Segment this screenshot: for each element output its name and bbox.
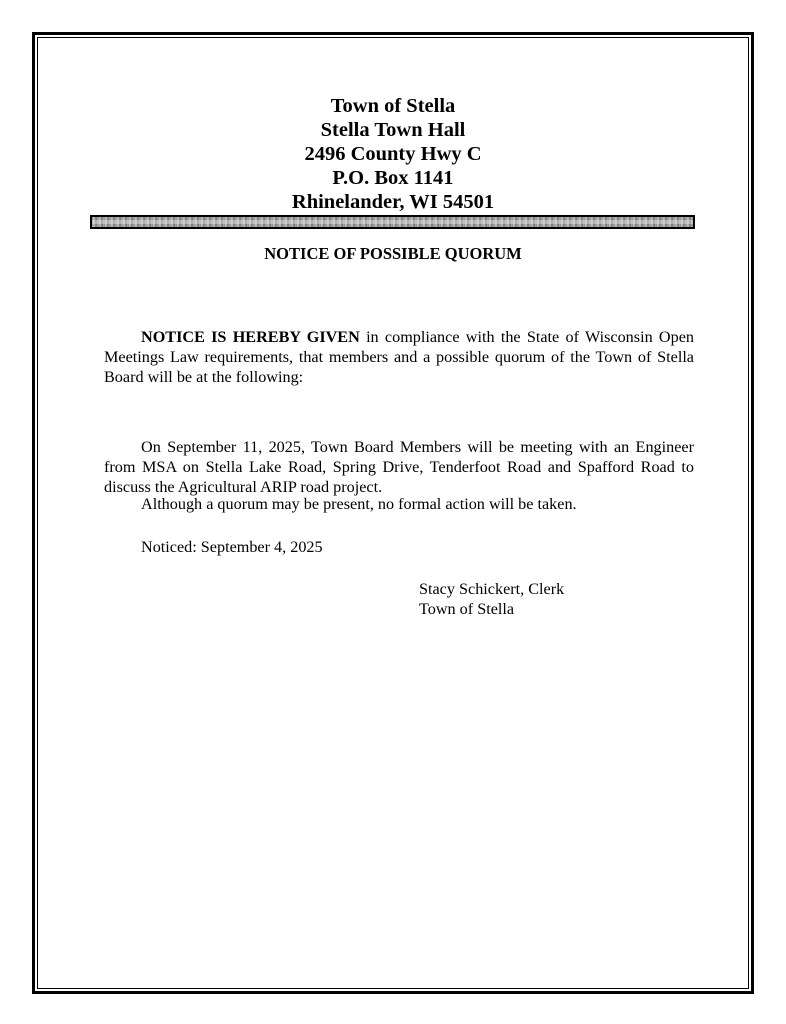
noticed-date: Noticed: September 4, 2025 [141, 538, 323, 556]
divider-highlight [92, 220, 693, 224]
letterhead-po-box: P.O. Box 1141 [332, 167, 454, 189]
signature-organization: Town of Stella [419, 600, 515, 618]
letterhead-street-address: 2496 County Hwy C [304, 143, 482, 165]
letterhead-divider-bar [90, 215, 695, 229]
notice-paragraph-3: Although a quorum may be present, no formal action will be taken. [141, 495, 577, 513]
notice-title: NOTICE OF POSSIBLE QUORUM [264, 244, 522, 263]
letterhead [40, 94, 746, 214]
notice-paragraph-2: On September 11, 2025, Town Board Members will be meeting with an Engineer from MSA on Stella Lake Road, Spring Drive, Tenderfoot Road and Spafford Road to discuss the Agricultural ARIP road project. [104, 438, 694, 496]
letterhead-town-name: Town of Stella [330, 95, 456, 117]
notice-paragraph-1 [104, 327, 694, 387]
letterhead-city-state-zip: Rhinelander, WI 54501 [291, 191, 495, 213]
notice-lead-text: NOTICE IS HEREBY GIVEN [141, 328, 360, 346]
letterhead-hall-name: Stella Town Hall [320, 119, 466, 141]
notice-paragraph-1-text: in compliance with the State of Wisconsin Open Meetings Law requirements, that members and a possible quorum of the Town of Stella Board will be at the following: [104, 328, 694, 386]
signature-block [419, 579, 564, 619]
signature-name: Stacy Schickert, Clerk [419, 580, 565, 598]
